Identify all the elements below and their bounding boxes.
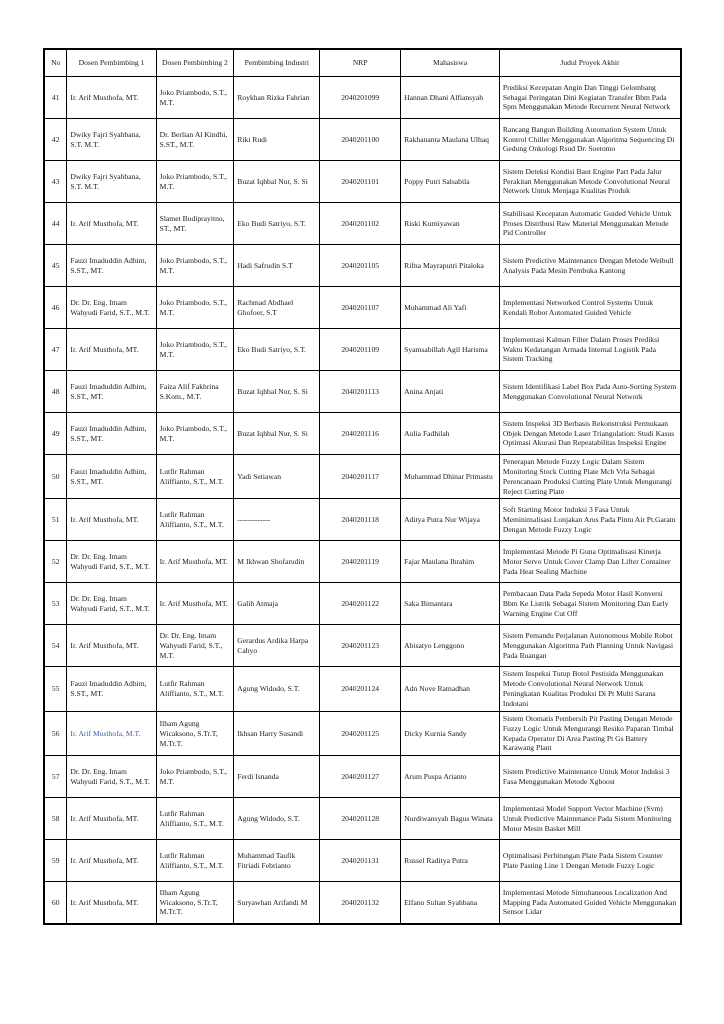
cell-nrp: 2040201131: [320, 840, 401, 882]
cell-dosen2: Lutfir Rahman Aliffianto, S.T., M.T.: [156, 455, 234, 499]
cell-nrp: 2040201109: [320, 329, 401, 371]
cell-dosen2: Dr. Berlian Al Kindhi, S.ST., M.T.: [156, 119, 234, 161]
cell-judul: Implementasi Metode Pi Guna Optimalisasi Kinerja Motor Servo Untuk Cover Clamp Dan Lifter Container Pada Heat Sealing Machine: [499, 541, 681, 583]
cell-no: 44: [44, 203, 67, 245]
cell-industri: Yadi Setiawan: [234, 455, 320, 499]
cell-mahasiswa: Rakhananta Maulana Ulhaq: [401, 119, 500, 161]
column-header-6: Judul Proyek Akhir: [499, 49, 681, 77]
cell-judul: Stabilisasi Kecepatan Automatic Guided Vehicle Untuk Proses Distribusi Raw Material Menggunakan Metode Pid Controller: [499, 203, 681, 245]
cell-industri: Riki Rudi: [234, 119, 320, 161]
cell-judul: Sistem Identifikasi Label Box Pada Auto-Sorting System Menggunakan Convolutional Neural Network: [499, 371, 681, 413]
cell-dosen2: Joko Priambodo, S.T., M.T.: [156, 287, 234, 329]
cell-judul: Sistem Predictive Maintenance Dengan Metode Weibull Analysis Pada Mesin Pembuka Kantong: [499, 245, 681, 287]
table-row: [44, 245, 681, 287]
cell-nrp: 2040201127: [320, 756, 401, 798]
cell-dosen2: Joko Priambodo, S.T., M.T.: [156, 161, 234, 203]
cell-mahasiswa: Russel Raditya Putra: [401, 840, 500, 882]
cell-dosen1: Fauzi Imaduddin Adhim, S.ST., MT.: [67, 667, 156, 711]
cell-no: 51: [44, 499, 67, 541]
cell-dosen1: Ir. Arif Musthofa, MT.: [67, 798, 156, 840]
cell-dosen2: Lutfir Rahman Aliffianto, S.T., M.T.: [156, 499, 234, 541]
cell-industri: Buzat Iqhbal Nur, S. Si: [234, 371, 320, 413]
table-row: [44, 77, 681, 119]
cell-judul: Sistem Inspeksi 3D Berbasis Rekonstruksi Permukaan Objek Dengan Metode Laser Triangulation: Studi Kasus Optimasi Akurasi Dan Repeatabilitas Inspeksi Engine: [499, 413, 681, 455]
cell-dosen1: Ir. Arif Musthofa, MT.: [67, 625, 156, 667]
cell-dosen1: Ir. Arif Musthofa, MT.: [67, 77, 156, 119]
cell-mahasiswa: Anina Anjati: [401, 371, 500, 413]
cell-dosen1: Dwiky Fajri Syahbana, S.T. M.T.: [67, 161, 156, 203]
cell-industri: Muhammad Taufik Fitriadi Febrianto: [234, 840, 320, 882]
cell-dosen1: Fauzi Imaduddin Adhim, S.ST., MT.: [67, 371, 156, 413]
cell-nrp: 2040201119: [320, 541, 401, 583]
cell-mahasiswa: Syamsabillah Agil Harisma: [401, 329, 500, 371]
table-row: [44, 119, 681, 161]
cell-mahasiswa: Hannan Dhani Alfiansyah: [401, 77, 500, 119]
cell-judul: Sistem Pemandu Perjalanan Autonomous Mobile Robot Menggunakan Algoritma Path Planning Untuk Navigasi Pada Ruangan: [499, 625, 681, 667]
table-row: [44, 203, 681, 245]
cell-dosen1: Ir. Arif Musthofa, MT.: [67, 882, 156, 924]
cell-mahasiswa: Rifna Mayraputri Pitaloka: [401, 245, 500, 287]
cell-dosen2: Dr. Dr. Eng. Imam Wahyudi Farid, S.T., M.T.: [156, 625, 234, 667]
cell-industri: Eko Budi Satriyo, S.T.: [234, 203, 320, 245]
cell-dosen1: Dr. Dr. Eng. Imam Wahyudi Farid, S.T., M.T.: [67, 583, 156, 625]
cell-dosen1: Ir. Arif Musthofa, MT.: [67, 203, 156, 245]
table-row: [44, 413, 681, 455]
cell-no: 60: [44, 882, 67, 924]
cell-mahasiswa: Fajar Maulana Ibrahim: [401, 541, 500, 583]
cell-industri: -------------: [234, 499, 320, 541]
cell-dosen1: Ir. Arif Musthofa, MT.: [67, 840, 156, 882]
table-header-row: [44, 49, 681, 77]
cell-no: 49: [44, 413, 67, 455]
cell-no: 57: [44, 756, 67, 798]
cell-no: 46: [44, 287, 67, 329]
cell-mahasiswa: Dicky Kurnia Sandy: [401, 711, 500, 755]
cell-nrp: 2040201122: [320, 583, 401, 625]
cell-mahasiswa: Arum Puspa Arianto: [401, 756, 500, 798]
cell-judul: Penerapan Metode Fuzzy Logic Dalam Sistem Monitoring Stock Cutting Plate Mcb Vrla Sebagai Perencanaan Produksi Cutting Plate Untuk Mengurangi Reject Cutting Plate: [499, 455, 681, 499]
table-row: [44, 583, 681, 625]
cell-no: 50: [44, 455, 67, 499]
cell-mahasiswa: Saka Bimantara: [401, 583, 500, 625]
table-row: [44, 882, 681, 924]
cell-dosen2: Ir. Arif Musthofa, MT.: [156, 583, 234, 625]
cell-dosen1: Dr. Dr. Eng. Imam Wahyudi Farid, S.T., M.T.: [67, 756, 156, 798]
cell-nrp: 2040201116: [320, 413, 401, 455]
cell-mahasiswa: Poppy Putri Salsabila: [401, 161, 500, 203]
cell-no: 52: [44, 541, 67, 583]
table-row: [44, 625, 681, 667]
cell-industri: Rachmad Abdhael Ghofoer, S.T: [234, 287, 320, 329]
column-header-1: Dosen Pembimbing 1: [67, 49, 156, 77]
table-row: [44, 711, 681, 755]
cell-dosen2: Ir. Arif Musthofa, MT.: [156, 541, 234, 583]
cell-dosen1: Ir. Arif Musthofa, M.T.: [67, 711, 156, 755]
cell-dosen2: Slamet Budiprayitno, ST., MT.: [156, 203, 234, 245]
cell-judul: Implementasi Networked Control Systems Untuk Kendali Robot Automated Guided Vehicle: [499, 287, 681, 329]
cell-industri: Suryawhan Arifandi M: [234, 882, 320, 924]
cell-industri: Eko Budi Satriyo, S.T.: [234, 329, 320, 371]
cell-mahasiswa: Adn Nove Ramadhan: [401, 667, 500, 711]
cell-dosen1: Fauzi Imaduddin Adhim, S.ST., MT.: [67, 413, 156, 455]
thesis-supervision-table: [43, 48, 682, 925]
cell-dosen1: Fauzi Imaduddin Adhim, S.ST., MT.: [67, 245, 156, 287]
cell-judul: Pembacaan Data Pada Sepeda Motor Hasil Konversi Bbm Ke Listrik Sebagai Sistem Monitoring Dan Early Warning Engine Cut Off: [499, 583, 681, 625]
cell-nrp: 2040201118: [320, 499, 401, 541]
cell-judul: Rancang Bangun Building Automation System Untuk Kontrol Chiller Menggunakan Algoritma Sequencing Di Gedung Onkologi Rsud Dr. Soetomo: [499, 119, 681, 161]
cell-nrp: 2040201125: [320, 711, 401, 755]
cell-dosen2: Joko Priambodo, S.T., M.T.: [156, 329, 234, 371]
table-row: [44, 541, 681, 583]
cell-no: 48: [44, 371, 67, 413]
cell-nrp: 2040201100: [320, 119, 401, 161]
cell-nrp: 2040201113: [320, 371, 401, 413]
table-row: [44, 667, 681, 711]
cell-mahasiswa: Aulia Fadhilah: [401, 413, 500, 455]
cell-industri: Roykhan Rizka Fahrian: [234, 77, 320, 119]
cell-judul: Prediksi Kecepatan Angin Dan Tinggi Gelombang Sebagai Peringatan Dini Kegiatan Transfer Bbm Pada Spm Menggunakan Metode Recurrent Neural Network: [499, 77, 681, 119]
cell-no: 53: [44, 583, 67, 625]
cell-mahasiswa: Muhammad Ali Yafi: [401, 287, 500, 329]
cell-industri: Ikhsan Harry Susandi: [234, 711, 320, 755]
cell-mahasiswa: Abisatyo Lenggono: [401, 625, 500, 667]
cell-dosen2: Joko Priambodo, S.T., M.T.: [156, 245, 234, 287]
cell-no: 58: [44, 798, 67, 840]
cell-dosen2: Joko Priambodo, S.T., M.T.: [156, 756, 234, 798]
cell-dosen2: Lutfir Rahman Aliffianto, S.T., M.T.: [156, 840, 234, 882]
cell-no: 42: [44, 119, 67, 161]
cell-no: 54: [44, 625, 67, 667]
cell-mahasiswa: Aditya Putra Nur Wijaya: [401, 499, 500, 541]
cell-judul: Implementasi Metode Simultaneous Localization And Mapping Pada Automated Guided Vehicle Menggunakan Sensor Lidar: [499, 882, 681, 924]
column-header-0: No: [44, 49, 67, 77]
table-row: [44, 840, 681, 882]
cell-no: 45: [44, 245, 67, 287]
cell-industri: Galih Atmaja: [234, 583, 320, 625]
table-row: [44, 161, 681, 203]
table-row: [44, 329, 681, 371]
cell-dosen2: Joko Priambodo, S.T., M.T.: [156, 77, 234, 119]
cell-dosen2: Faiza Alif Fakhrina S.Kom., M.T.: [156, 371, 234, 413]
cell-industri: Gerardus Ardika Harpa Cahyo: [234, 625, 320, 667]
cell-dosen1: Dr. Dr. Eng. Imam Wahyudi Farid, S.T., M.T.: [67, 541, 156, 583]
cell-judul: Optimalisasi Perhitungan Plate Pada Sistem Counter Plate Pasting Line 1 Dengan Metode Fuzzy Logic: [499, 840, 681, 882]
cell-dosen2: Ilham Agung Wicaksono, S.Tr.T, M.Tr.T.: [156, 882, 234, 924]
cell-judul: Implementasi Kalman Filter Dalam Proses Prediksi Waktu Kedatangan Armada Internal Logistik Pada Sistem Tracking: [499, 329, 681, 371]
cell-nrp: 2040201101: [320, 161, 401, 203]
cell-dosen1: Ir. Arif Musthofa, MT.: [67, 329, 156, 371]
cell-dosen1: Dwiky Fajri Syahbana, S.T. M.T.: [67, 119, 156, 161]
cell-dosen2: Lutfir Rahman Aliffianto, S.T., M.T.: [156, 798, 234, 840]
table-row: [44, 756, 681, 798]
column-header-4: NRP: [320, 49, 401, 77]
table-row: [44, 371, 681, 413]
cell-nrp: 2040201132: [320, 882, 401, 924]
cell-nrp: 2040201128: [320, 798, 401, 840]
cell-judul: Sistem Deteksi Kondisi Baut Engine Part Pada Jalur Perakitan Menggunakan Metode Convolutional Neural Network Untuk Menjaga Kualitas Produk: [499, 161, 681, 203]
table-row: [44, 499, 681, 541]
cell-industri: M Ikhwan Shofarudin: [234, 541, 320, 583]
cell-nrp: 2040201099: [320, 77, 401, 119]
cell-mahasiswa: Nurdiwansyah Bagus Winata: [401, 798, 500, 840]
cell-dosen1: Dr. Dr. Eng. Imam Wahyudi Farid, S.T., M.T.: [67, 287, 156, 329]
cell-no: 41: [44, 77, 67, 119]
cell-dosen1: Ir. Arif Musthofa, MT.: [67, 499, 156, 541]
cell-industri: Agung Widodo, S.T.: [234, 798, 320, 840]
cell-no: 43: [44, 161, 67, 203]
cell-judul: Soft Starting Motor Induksi 3 Fasa Untuk Meminimalisasi Lonjakan Arus Pada Pintu Air Pt.Garam Dengan Metode Fuzzy Logic: [499, 499, 681, 541]
cell-judul: Sistem Predictive Maintenance Untuk Motor Induksi 3 Fasa Menggunakan Metode Xgboost: [499, 756, 681, 798]
cell-industri: Agung Widodo, S.T.: [234, 667, 320, 711]
cell-no: 59: [44, 840, 67, 882]
cell-judul: Sistem Otomatis Pembersih Pit Pasting Dengan Metode Fuzzy Logic Untuk Mengurangi Resiko Paparan Timbal Kepada Operator Di Area Pasting Pt Gs Battery Karawang Plant: [499, 711, 681, 755]
column-header-5: Mahasiswa: [401, 49, 500, 77]
cell-dosen2: Joko Priambodo, S.T., M.T.: [156, 413, 234, 455]
cell-judul: Sistem Inspeksi Tutup Botol Pestisida Menggunakan Metode Convolutional Neural Network Untuk Peningkatan Kualitas Produksi Di Pt Multi Sarana Indotani: [499, 667, 681, 711]
cell-nrp: 2040201105: [320, 245, 401, 287]
cell-dosen2: Ilham Agung Wicaksono, S.Tr.T, M.Tr.T.: [156, 711, 234, 755]
cell-mahasiswa: Riski Kurniyawan: [401, 203, 500, 245]
cell-industri: Buzat Iqhbal Nur, S. Si: [234, 413, 320, 455]
column-header-2: Dosen Pembimbing 2: [156, 49, 234, 77]
cell-nrp: 2040201117: [320, 455, 401, 499]
cell-nrp: 2040201124: [320, 667, 401, 711]
cell-no: 47: [44, 329, 67, 371]
cell-dosen2: Lutfir Rahman Aliffianto, S.T., M.T.: [156, 667, 234, 711]
cell-no: 55: [44, 667, 67, 711]
cell-industri: Hadi Safrudin S.T: [234, 245, 320, 287]
cell-nrp: 2040201107: [320, 287, 401, 329]
table-row: [44, 287, 681, 329]
cell-no: 56: [44, 711, 67, 755]
cell-nrp: 2040201123: [320, 625, 401, 667]
table-row: [44, 455, 681, 499]
cell-mahasiswa: Elfano Sultan Syahbana: [401, 882, 500, 924]
cell-dosen1: Fauzi Imaduddin Adhim, S.ST., MT.: [67, 455, 156, 499]
column-header-3: Pembimbing Industri: [234, 49, 320, 77]
table-row: [44, 798, 681, 840]
cell-nrp: 2040201102: [320, 203, 401, 245]
cell-mahasiswa: Muhammad Dhinar Primastu: [401, 455, 500, 499]
cell-industri: Buzat Iqhbal Nur, S. Si: [234, 161, 320, 203]
cell-industri: Ferdi Isnanda: [234, 756, 320, 798]
cell-judul: Implementasi Model Support Vector Machine (Svm) Untuk Predictive Maintenance Pada Sistem Monitoring Motor Mesin Basket Mill: [499, 798, 681, 840]
